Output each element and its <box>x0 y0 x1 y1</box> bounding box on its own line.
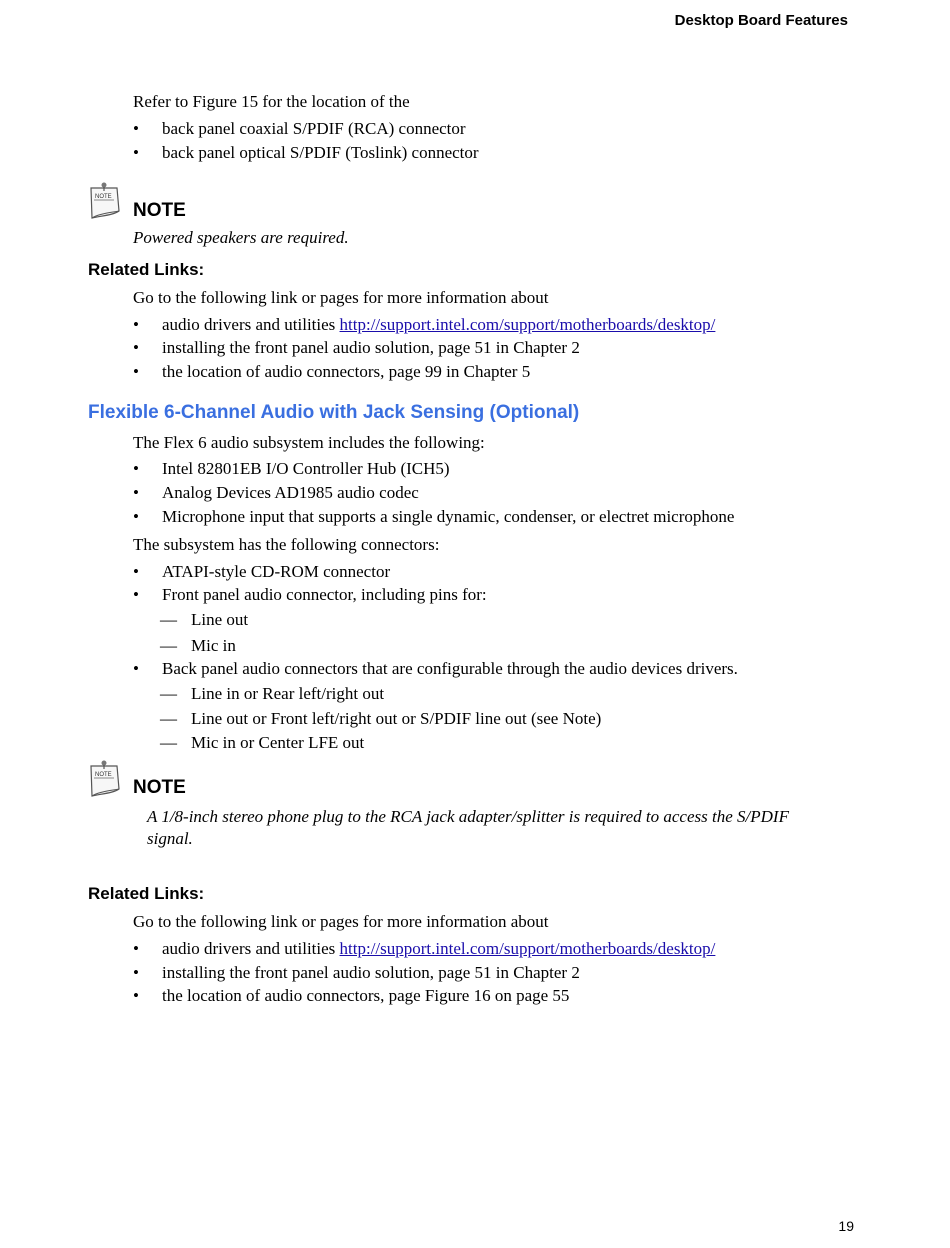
sub-list-item: — Mic in or Center LFE out <box>160 733 365 752</box>
svg-text:NOTE: NOTE <box>95 194 112 200</box>
bullet-icon: • <box>133 315 139 334</box>
bullet-icon: • <box>133 585 139 604</box>
note-label: NOTE <box>133 777 186 798</box>
dash-icon: — <box>160 684 177 703</box>
bullet-icon: • <box>133 483 139 502</box>
list-item: • back panel coaxial S/PDIF (RCA) connector <box>133 119 466 138</box>
bullet-icon: • <box>133 986 139 1005</box>
sub-list-item: — Line in or Rear left/right out <box>160 684 385 703</box>
sub-list-item: — Mic in <box>160 636 236 655</box>
note-icon <box>88 181 122 219</box>
bullet-icon: • <box>133 562 139 581</box>
note-label: NOTE <box>133 200 186 221</box>
connectors-intro: The subsystem has the following connectors: <box>133 535 440 554</box>
list-item: • the location of audio connectors, page Figure 16 on page 55 <box>133 986 570 1005</box>
bullet-icon: • <box>133 659 139 678</box>
dash-icon: — <box>160 636 177 655</box>
related-links-intro: Go to the following link or pages for more information about <box>133 912 549 931</box>
page-header-title: Desktop Board Features <box>674 12 848 29</box>
list-item: • back panel optical S/PDIF (Toslink) connector <box>133 143 479 162</box>
note-icon <box>88 759 122 797</box>
list-item: • the location of audio connectors, page 99 in Chapter 5 <box>133 362 531 381</box>
list-item: • Intel 82801EB I/O Controller Hub (ICH5) <box>133 459 450 478</box>
bullet-icon: • <box>133 939 139 958</box>
bullet-icon: • <box>133 119 139 138</box>
list-item: • Back panel audio connectors that are configurable through the audio devices drivers. <box>133 659 738 678</box>
related-links-heading: Related Links: <box>88 884 205 903</box>
sub-list-item: — Line out <box>160 610 249 629</box>
section-heading: Flexible 6-Channel Audio with Jack Sensing (Optional) <box>88 402 580 423</box>
bullet-icon: • <box>133 143 139 162</box>
note-text-line: A 1/8-inch stereo phone plug to the RCA jack adapter/splitter is required to access the S/PDIF <box>147 807 789 826</box>
svg-text:NOTE: NOTE <box>95 772 112 778</box>
list-item: • audio drivers and utilities http://support.intel.com/support/motherboards/desktop/ <box>133 939 716 958</box>
list-item: • installing the front panel audio solution, page 51 in Chapter 2 <box>133 338 580 357</box>
list-item: • installing the front panel audio solution, page 51 in Chapter 2 <box>133 963 580 982</box>
list-item: • Analog Devices AD1985 audio codec <box>133 483 419 502</box>
list-item: • Microphone input that supports a single dynamic, condenser, or electret microphone <box>133 507 735 526</box>
bullet-icon: • <box>133 963 139 982</box>
list-item: • Front panel audio connector, including pins for: <box>133 585 487 604</box>
related-links-intro: Go to the following link or pages for more information about <box>133 288 549 307</box>
note-text-line: signal. <box>147 829 193 848</box>
list-item: • ATAPI-style CD-ROM connector <box>133 562 391 581</box>
bullet-icon: • <box>133 338 139 357</box>
support-link[interactable]: http://support.intel.com/support/motherboards/desktop/ <box>339 939 716 958</box>
related-links-heading: Related Links: <box>88 260 205 279</box>
bullet-icon: • <box>133 507 139 526</box>
support-link[interactable]: http://support.intel.com/support/motherboards/desktop/ <box>339 315 716 334</box>
intro-text: Refer to Figure 15 for the location of the <box>133 92 410 111</box>
sub-list-item: — Line out or Front left/right out or S/PDIF line out (see Note) <box>160 709 602 728</box>
dash-icon: — <box>160 733 177 752</box>
dash-icon: — <box>160 610 177 629</box>
note-text: Powered speakers are required. <box>133 228 349 247</box>
bullet-icon: • <box>133 362 139 381</box>
page-number: 19 <box>838 1218 854 1234</box>
bullet-icon: • <box>133 459 139 478</box>
section-intro: The Flex 6 audio subsystem includes the following: <box>133 433 485 452</box>
list-item: • audio drivers and utilities http://support.intel.com/support/motherboards/desktop/ <box>133 315 716 334</box>
dash-icon: — <box>160 709 177 728</box>
